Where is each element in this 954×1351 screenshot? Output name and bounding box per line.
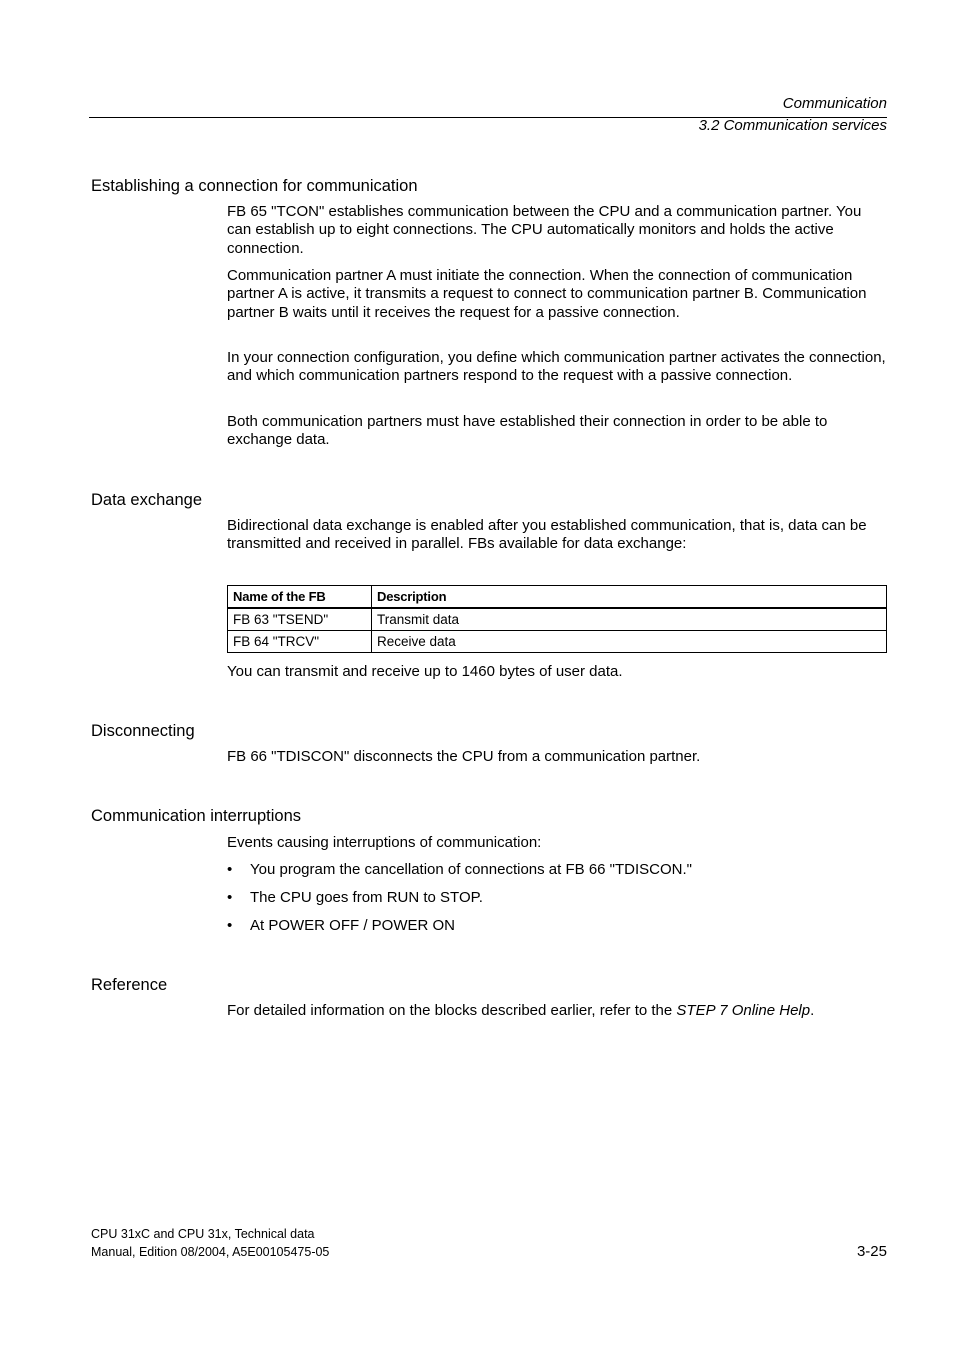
list-item-text: The CPU goes from RUN to STOP. xyxy=(250,889,483,906)
reference-help-title: STEP 7 Online Help xyxy=(676,1002,811,1019)
establishing-paragraph-2: Communication partner A must initiate the connection. When the connection of communication partner A is active, it transmits a request to connect to communication partner B. Communication partner B waits until it receives the request for a passive connection. xyxy=(227,267,867,321)
heading-disconnecting: Disconnecting xyxy=(91,722,195,740)
table-cell-description: Receive data xyxy=(372,631,887,653)
bullet-icon: • xyxy=(227,861,233,878)
bullet-icon: • xyxy=(227,889,233,906)
establishing-paragraph-1: FB 65 "TCON" establishes communication between the CPU and a communication partner. You can establish up to eight connections. The CPU automatically monitors and holds the active connection. xyxy=(227,203,862,257)
heading-establishing: Establishing a connection for communication xyxy=(91,177,418,195)
data-exchange-paragraph-2: You can transmit and receive up to 1460 bytes of user data. xyxy=(227,663,623,680)
reference-period: . xyxy=(810,1002,815,1019)
establishing-paragraph-3: In your connection configuration, you define which communication partner activates the connection, and which communication partners respond to the request with a passive connection. xyxy=(227,349,886,385)
reference-paragraph xyxy=(227,1002,887,1020)
table-cell-fb-name: FB 64 "TRCV" xyxy=(228,631,372,653)
fb-table xyxy=(227,585,887,653)
footer-edition: Manual, Edition 08/2004, A5E00105475-05 xyxy=(91,1245,330,1259)
table-cell-description: Transmit data xyxy=(372,608,887,631)
fb-table-header-description: Description xyxy=(372,586,887,609)
header-chapter: Communication xyxy=(782,95,887,112)
header-section: 3.2 Communication services xyxy=(698,117,887,134)
list-item-text: At POWER OFF / POWER ON xyxy=(250,917,456,934)
fb-table-header-row xyxy=(228,586,887,609)
establishing-paragraph-4: Both communication partners must have established their connection in order to be able to exchange data. xyxy=(227,413,828,449)
fb-table-header-name: Name of the FB xyxy=(228,586,372,609)
page-number: 3-25 xyxy=(856,1243,887,1260)
reference-text: For detailed information on the blocks described earlier, refer to the xyxy=(227,1002,677,1019)
heading-interruptions: Communication interruptions xyxy=(91,807,302,825)
table-row xyxy=(228,608,887,631)
table-cell-fb-name: FB 63 "TSEND" xyxy=(228,608,372,631)
table-row xyxy=(228,631,887,653)
data-exchange-paragraph-1: Bidirectional data exchange is enabled after you established communication, that is, data can be transmitted and received in parallel. FBs available for data exchange: xyxy=(227,517,867,553)
footer-manual-title: CPU 31xC and CPU 31x, Technical data xyxy=(91,1227,315,1241)
heading-data-exchange: Data exchange xyxy=(91,491,202,509)
heading-reference: Reference xyxy=(91,976,168,994)
disconnecting-paragraph: FB 66 "TDISCON" disconnects the CPU from a communication partner. xyxy=(227,748,701,765)
list-item-text: You program the cancellation of connections at FB 66 "TDISCON." xyxy=(250,861,692,878)
interruptions-intro: Events causing interruptions of communication: xyxy=(227,834,542,851)
bullet-icon: • xyxy=(227,917,233,934)
